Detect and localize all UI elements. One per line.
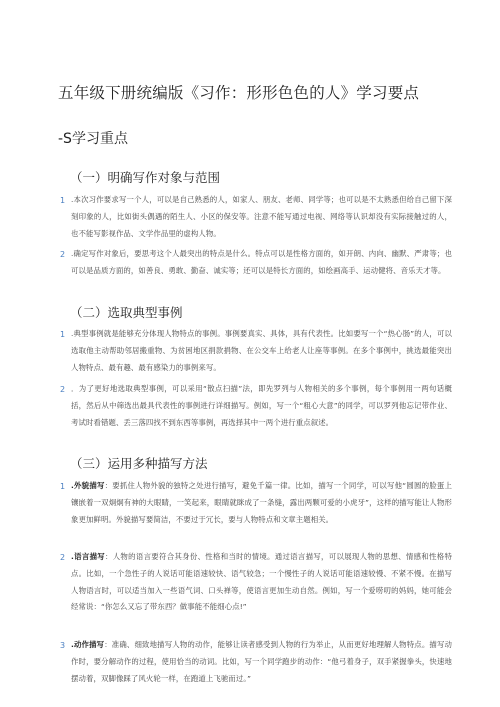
list-item-body: ：要抓住人物外貌的独特之处进行描写，避免千篇一律。比如，描写一个同学，可以写他“圆圆的脸蛋上镶嵌着一双炯炯有神的大眼睛，一笑起来，眼睛就眯成了一条缝，露出两颗可爱的小虎牙”，这样的描写能让人物形象更加鲜明。外貌描写要简洁，不要过于冗长，要与人物特点和文章主题相关。 bbox=[71, 481, 453, 524]
list-item-body: ：人物的语言要符合其身份、性格和当时的情境。通过语言描写，可以展现人物的思想、情感和性格特点。比如，一个急性子的人说话可能语速较快、语气较急；一个慢性子的人说话可能语速较慢、不紧不慢。在描写人物语言时，可以适当加入一些语气词、口头禅等，使语言更加生动自然。例如，写一个爱唠叨的妈妈，她可能会经常说：“你怎么又忘了带东西？做事能不能细心点!” bbox=[71, 552, 452, 612]
list-item-number: 2 bbox=[60, 385, 66, 394]
page-title: 五年级下册统编版《习作：形形色色的人》学习要点 bbox=[58, 84, 420, 102]
list-item-number: 3 bbox=[60, 641, 66, 650]
list-item bbox=[60, 326, 452, 376]
section-heading-3: （三）运用多种描写方法 bbox=[70, 456, 208, 471]
list-item-lead: .语言描写 bbox=[71, 552, 105, 561]
list-item-lead: .外貌描写 bbox=[71, 481, 105, 490]
list-item-number: 1 bbox=[60, 196, 66, 205]
list-item bbox=[60, 381, 452, 431]
list-item-text bbox=[71, 478, 452, 528]
list-item-text bbox=[71, 637, 452, 687]
list-item-text: ．为了更好地选取典型事例，可以采用“散点扫描”法，即先罗列与人物相关的多个事例，每个事例用一两句话概括，然后从中筛选出最具代表性的事例进行详细描写。例如，写一个“粗心大意”的同学，可以罗列他忘记带作业、考试时看错题、丢三落四找不到东西等事例，再选择其中一两个进行重点叙述。 bbox=[71, 384, 452, 427]
list-item-text: .确定写作对象后，要思考这个人最突出的特点是什么。特点可以是性格方面的，如开朗、内向、幽默、严肃等；也可以是品质方面的，如善良、勇敢、勤奋、诚实等；还可以是特长方面的，如绘画高手、运动健将、音乐天才等。 bbox=[71, 249, 452, 275]
list-item-number: 1 bbox=[60, 330, 66, 339]
list-item-number: 2 bbox=[60, 553, 66, 562]
list-item-number: 2 bbox=[60, 250, 66, 259]
section-heading-2: （二）选取典型事例 bbox=[70, 305, 183, 320]
list-item-text: .本次习作要求写一个人，可以是自己熟悉的人，如家人、朋友、老师、同学等；也可以是不太熟悉但给自己留下深刻印象的人，比如街头偶遇的陌生人、小区的保安等。注意不能写通过电视、网络等认识却没有实际接触过的人，也不能写影视作品、文学作品里的虚构人物。 bbox=[71, 195, 452, 238]
list-item-text bbox=[71, 549, 452, 616]
list-item-lead: .动作描写 bbox=[71, 640, 105, 649]
list-item bbox=[60, 637, 452, 687]
page-subtitle: -S学习重点 bbox=[58, 131, 128, 147]
section-heading-1: （一）明确写作对象与范围 bbox=[70, 170, 221, 185]
list-item bbox=[60, 192, 452, 242]
list-item-number: 1 bbox=[60, 482, 66, 491]
list-item bbox=[60, 478, 452, 528]
list-item-text: .典型事例就是能够充分体现人物特点的事例。事例要真实、具体，具有代表性。比如要写一个“热心肠”的人，可以选取他主动帮助邻居搬重物、为贫困地区捐款捐物、在公交车上给老人让座等事例。在多个事例中，挑选最能突出人物特点、最有趣、最有感染力的事例来写。 bbox=[71, 329, 452, 372]
list-item bbox=[60, 246, 452, 280]
list-item-body: ：准确、细致地描写人物的动作，能够让读者感受到人物的行为举止，从而更好地理解人物特点。描写动作时，要分解动作的过程，使用恰当的动词。比如，写一个同学跑步的动作：“他弓着身子，双手紧握拳头，快速地摆动着，双脚像踩了风火轮一样，在跑道上飞驰而过。” bbox=[71, 640, 452, 683]
list-item bbox=[60, 549, 452, 616]
